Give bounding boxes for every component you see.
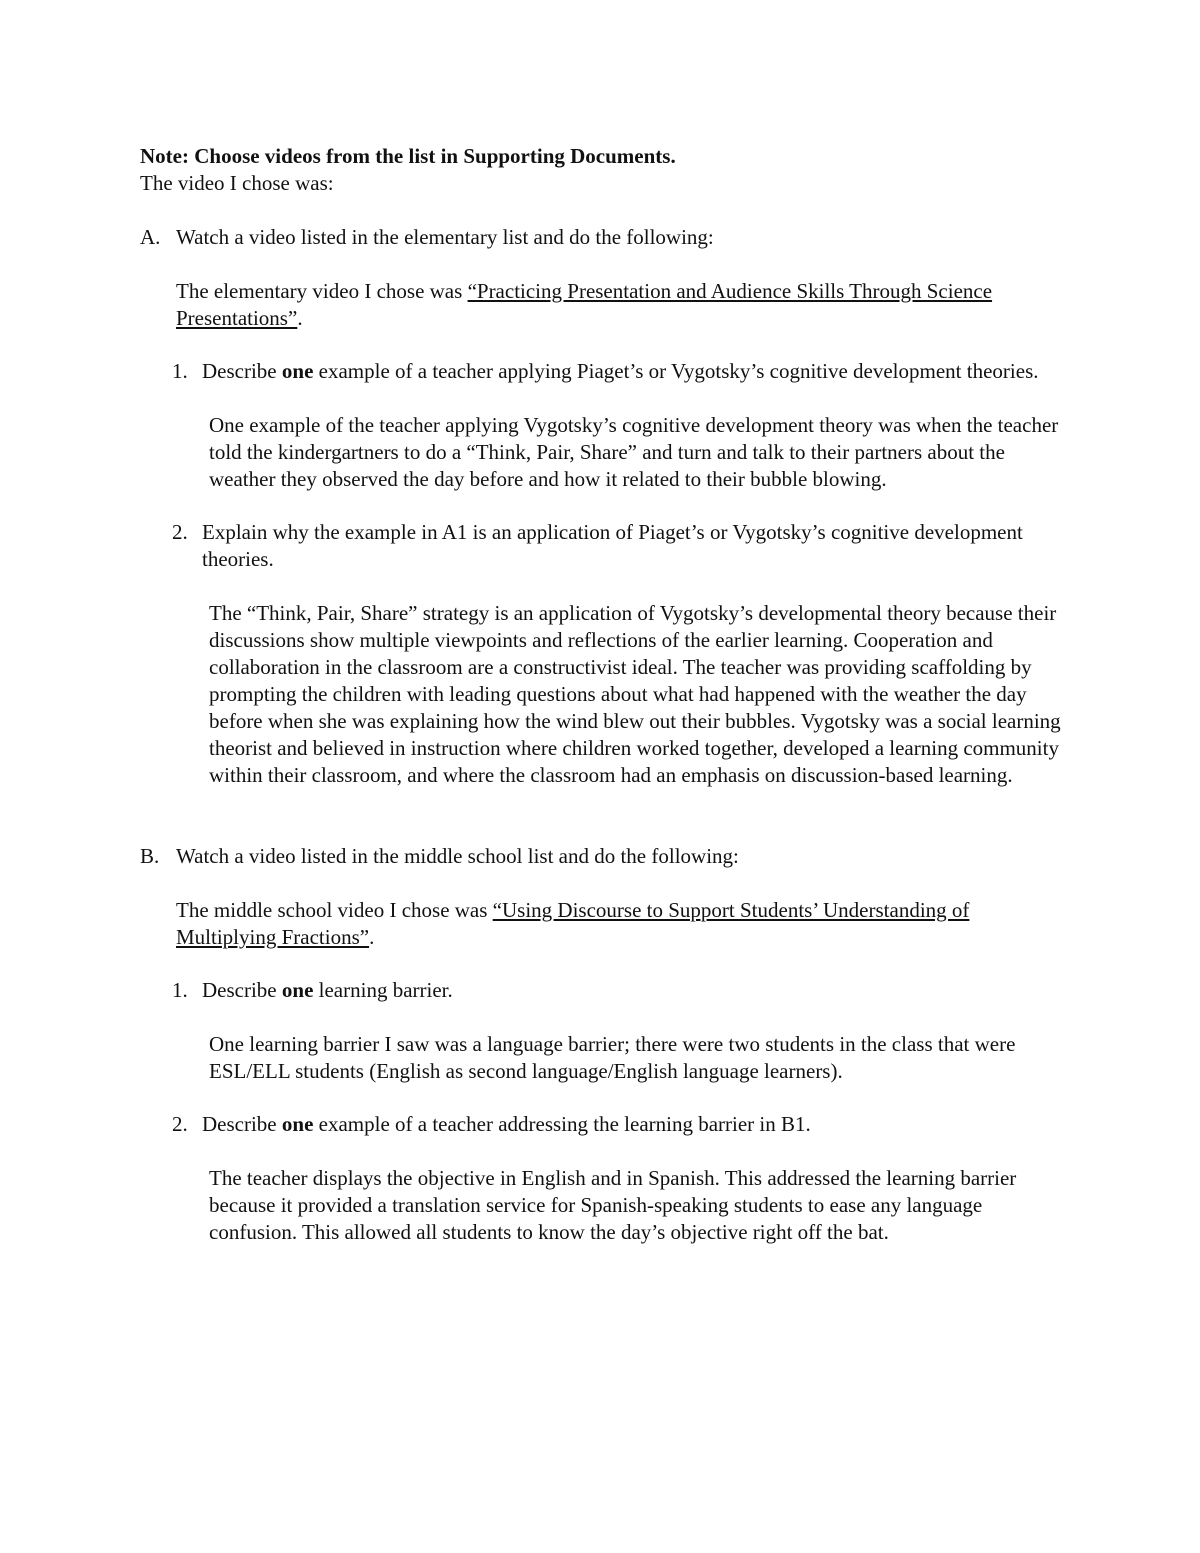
section-a-video-title: “Practicing Presentation and Audience Skills Through Science Presentations” <box>176 279 993 330</box>
answer-a1: One example of the teacher applying Vygotsky’s cognitive development theory was when the teacher told the kindergartners to do a “Think, Pair, Share” and turn and talk to their partners about the weather they observed the day before and how it related to their bubble blowing. <box>209 413 1059 491</box>
section-a-chosen-video: The elementary video I chose was “Practicing Presentation and Audience Skills Through Science Presentations”. <box>176 279 993 330</box>
note-heading: Note: Choose videos from the list in Supporting Documents. <box>140 144 676 168</box>
question-a1 <box>172 358 1070 385</box>
question-a2-text: Explain why the example in A1 is an application of Piaget’s or Vygotsky’s cognitive development theories. <box>202 520 1023 571</box>
question-a1-number: 1. <box>172 359 188 383</box>
section-b-chosen-video: The middle school video I chose was “Using Discourse to Support Students’ Understanding of Multiplying Fractions”. <box>176 898 970 949</box>
section-a-instruction: Watch a video listed in the elementary list and do the following: <box>176 225 714 249</box>
section-a-letter: A. <box>140 225 161 249</box>
section-b <box>140 843 1070 951</box>
question-a1-text: Describe one example of a teacher applying Piaget’s or Vygotsky’s cognitive development theories. <box>202 359 1039 383</box>
question-a2 <box>172 519 1070 573</box>
question-b2-number: 2. <box>172 1112 188 1136</box>
question-b2-text: Describe one example of a teacher addressing the learning barrier in B1. <box>202 1112 811 1136</box>
answer-b2: The teacher displays the objective in English and in Spanish. This addressed the learning barrier because it provided a translation service for Spanish-speaking students to ease any language confusion. This allowed all students to know the day’s objective right off the bat. <box>209 1166 1017 1244</box>
document-page <box>140 143 1070 1246</box>
question-b1-text: Describe one learning barrier. <box>202 978 453 1002</box>
question-b2 <box>172 1111 1070 1138</box>
section-b-letter: B. <box>140 844 160 868</box>
section-b-instruction: Watch a video listed in the middle school list and do the following: <box>176 844 739 868</box>
section-b-video-title: “Using Discourse to Support Students’ Understanding of Multiplying Fractions” <box>176 898 970 949</box>
question-b1 <box>172 977 1070 1004</box>
question-a2-number: 2. <box>172 520 188 544</box>
section-a <box>140 224 1070 332</box>
question-b1-number: 1. <box>172 978 188 1002</box>
intro-line: The video I chose was: <box>140 171 334 195</box>
answer-b1: One learning barrier I saw was a language barrier; there were two students in the class that were ESL/ELL students (English as second language/English language learners). <box>209 1032 1016 1083</box>
answer-a2: The “Think, Pair, Share” strategy is an application of Vygotsky’s developmental theory because their discussions show multiple viewpoints and reflections of the earlier learning. Cooperation and collaboration in the classroom are a constructivist ideal. The teacher was providing scaffolding by prompting the children with leading questions about what had happened with the weather the day before when she was explaining how the wind blew out their bubbles. Vygotsky was a social learning theorist and believed in instruction where children worked together, developed a learning community within their classroom, and where the classroom had an emphasis on discussion-based learning. <box>209 601 1061 787</box>
